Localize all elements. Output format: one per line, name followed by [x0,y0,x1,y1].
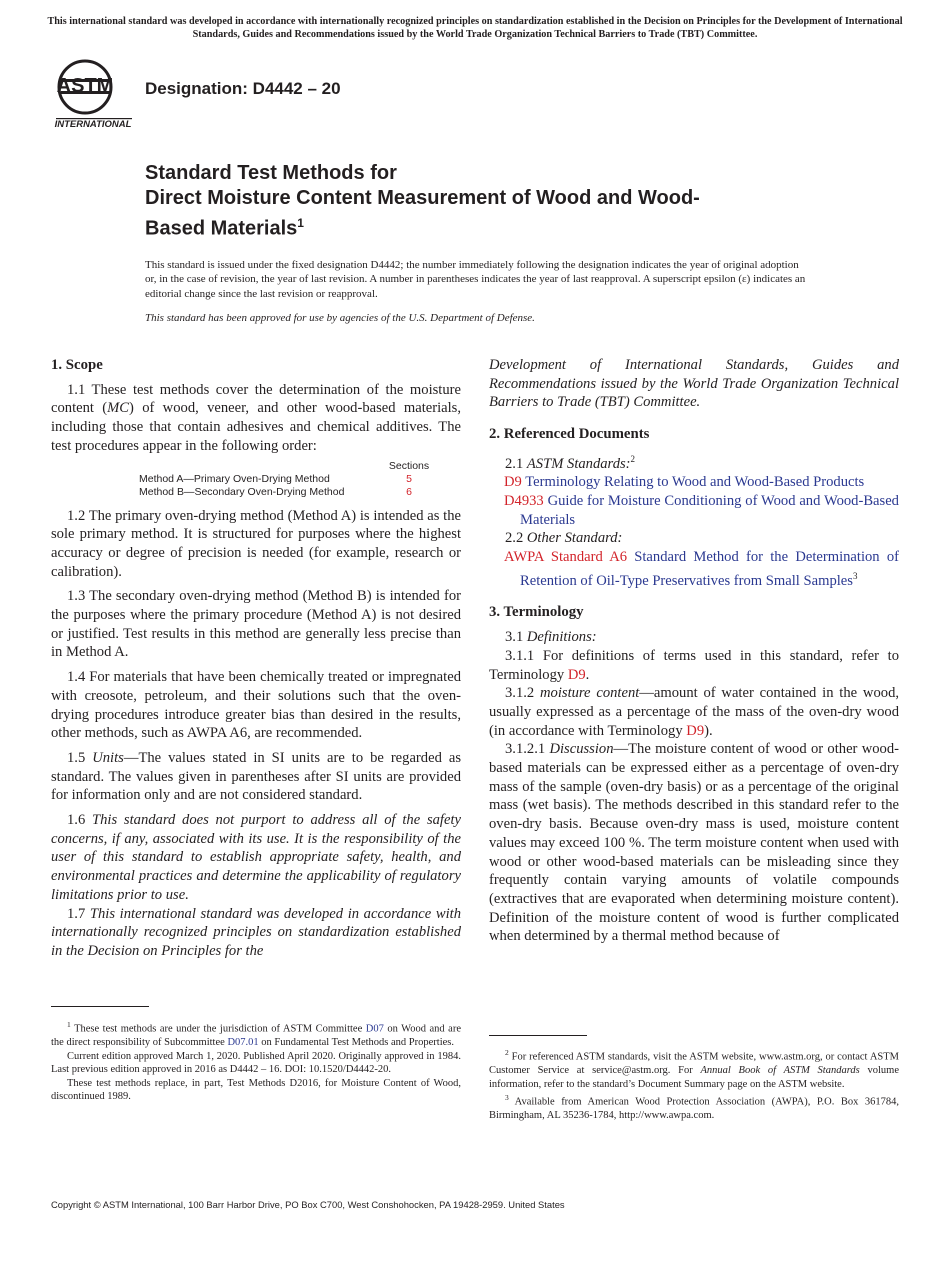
title-line-3: Based Materials [145,217,298,240]
left-column [51,356,461,961]
ref-code-link[interactable]: AWPA Standard A6 [504,549,628,566]
terminology-link-d9[interactable]: D9 [686,722,705,739]
sections-row: Method B—Secondary Oven-Drying Method 6 [139,486,439,499]
issue-note: This standard is issued under the fixed designation D4442; the number immediately following the designation indicates the year of original adoption or, in the case of revision, the year of last revision. A number in parentheses indicates the year of last reapproval. A superscript epsilon (ε) indicates an editorial change since the last revision or reapproval. [145,259,806,300]
logo-text: ASTM [56,75,114,97]
section-link[interactable]: 6 [406,485,412,498]
logo-subtext: INTERNATIONAL [54,119,132,130]
para-3-1-2-1: 3.1.2.1 Discussion—The moisture content of wood or other wood-based materials can be expressed either as a percentage of oven-dry mass of the sample (oven-dry basis) or as a percentage of the original mass (wet basis). The methods described in this standard refer to the oven-dry basis. Because oven-dry mass is used, moisture content values may exceed 100 %. The term moisture content when used with wood or other wood-based materials can be misleading since they frequently contain varying amounts of volatile compounds (extractives that are evaporated when determining moisture content). Definition of the moisture content of wood is further complicated when determined by a thermal method because of [489,741,900,945]
dod-note: This standard has been approved for use by agencies of the U.S. Department of Defense. [145,312,535,324]
ref-code-link[interactable]: D4933 [504,493,544,510]
footnote-2: $^2$ For referenced ASTM standards, visit the ASTM website, www.astm.org, or contact ASTM Customer Service at service@astm.org. For Annual Book of ASTM Standards volume information, refer to the standard’s Document Summary page on the ASTM website. [489,1048,899,1090]
referenced-heading: 2. Referenced Documents [489,426,650,443]
sections-header: Sections [388,459,430,472]
para-3-1-1: 3.1.1 For definitions of terms used in this standard, refer to Terminology D9. [489,647,899,683]
ref-title-link[interactable]: Terminology Relating to Wood and Wood-Based Products [525,474,865,491]
footnotes-left [51,1018,461,1104]
para-1-2: 1.2 The primary oven-drying method (Method A) is intended as the sole primary method. It is structured for purposes where the highest accuracy or degree of precision is needed (for example, research or calibration). [51,507,461,580]
document-title [145,161,905,242]
footnote-replaces: These test methods replace, in part, Test Methods D2016, for Moisture Content of Wood, discontinued 1989. [51,1077,461,1102]
para-1-4: 1.4 For materials that have been chemically treated or impregnated with creosote, petroleum, and their solutions such that the oven-drying procedures introduce greater bias than desired in the results, other methods, such as AWPA A6, are recommended. [51,669,461,742]
para-1-6: 1.6 This standard does not purport to address all of the safety concerns, if any, associated with its use. It is the responsibility of the user of this standard to establish appropriate safety, health, and environmental practices and determine the applicability of regulatory limitations prior to use. [51,812,461,903]
right-column [489,356,899,946]
title-line-1: Standard Test Methods for [145,162,397,184]
footnote-link-d07-01[interactable]: D07.01 [227,1037,259,1048]
footnotes-right [489,1046,899,1123]
footnote-1: $^1$ These test methods are under the jurisdiction of ASTM Committee D07 on Wood and are the direct responsibility of Subcommittee D07.01 on Fundamental Test Methods and Properties. [51,1020,461,1048]
top-notice: This international standard was developed in accordance with internationally recognized principles on standardization established in the Decision on Principles for the Development of International Standards, Guides and Recommendations issued by the World Trade Organization Technical Barriers to Trade (TBT) Committee. [47,16,903,40]
footnote-3: $^3$ Available from American Wood Protection Association (AWPA), P.O. Box 361784, Birmingham, AL 35236-1784, http://www.awpa.com. [489,1093,899,1121]
para-3-1: 3.1 Definitions: [505,629,597,646]
terminology-heading: 3. Terminology [489,604,584,621]
other-standard-label: 2.2 Other Standard: [505,530,623,547]
footnote-rule-left [51,1006,149,1007]
copyright: Copyright © ASTM International, 100 Barr Harbor Drive, PO Box C700, West Conshohocken, PA 19428-2959. United States [51,1199,565,1210]
para-1-5: 1.5 Units—The values stated in SI units are to be regarded as standard. The values given in parentheses after SI units are provided for information only and are not considered standard. [51,749,461,804]
ref-code-link[interactable]: D9 [504,474,522,491]
ref-title-link[interactable]: Standard Method for the Determination of Retention of Oil-Type Preservatives from Small Samples [520,549,899,589]
astm-standards-label: 2.1 ASTM Standards:$^2$ [505,453,636,472]
title-line-2: Direct Moisture Content Measurement of Wood and Wood- [145,187,700,209]
ref-item-awpa: AWPA Standard A6 Standard Method for the Determination of Retention of Oil-Type Preservatives from Small Samples$^3$ [504,549,899,589]
para-3-1-2: 3.1.2 moisture content—amount of water contained in the wood, usually expressed as a percentage of the mass of the oven-dry wood (in accordance with Terminology D9). [489,685,900,739]
ref-item-d9 [489,473,899,492]
ref-title-link[interactable]: Guide for Moisture Conditioning of Wood and Wood-Based Materials [520,493,899,528]
section-link[interactable]: 5 [406,472,412,485]
astm-logo [53,55,135,135]
para-1-1: 1.1 These test methods cover the determination of the moisture content (MC) of wood, veneer, and other wood-based materials, including those that contain adhesives and chemical additives. The test procedures appear in the following order: [51,381,461,454]
footnote-edition: Current edition approved March 1, 2020. Published April 2020. Originally approved in 1984. Last previous edition approved in 2016 as D4442 – 16. DOI: 10.1520/D4442-20. [51,1050,461,1075]
designation: Designation: D4442 – 20 [145,79,341,98]
para-1-7-continued: Development of International Standards, Guides and Recommendations issued by the World Trade Organization Technical Barriers to Trade (TBT) Committee. [489,357,899,411]
sections-row: Method A—Primary Oven-Drying Method 5 [139,473,439,486]
scope-heading: 1. Scope [51,357,103,373]
sections-table [139,460,439,499]
footnote-rule-right [489,1035,587,1036]
terminology-link-d9[interactable]: D9 [567,666,586,683]
footnote-link-d07[interactable]: D07 [365,1023,384,1035]
para-1-3: 1.3 The secondary oven-drying method (Method B) is intended for the purposes where the primary procedure (Method A) is not desired or justified. Test results in this method are generally less precise than in Method A. [51,588,461,661]
para-1-7: 1.7 This international standard was developed in accordance with internationally recognized principles on standardization established in the Decision on Principles for the [51,905,462,959]
title-footnote-mark: 1 [297,216,304,230]
ref-item-d4933 [489,492,899,529]
